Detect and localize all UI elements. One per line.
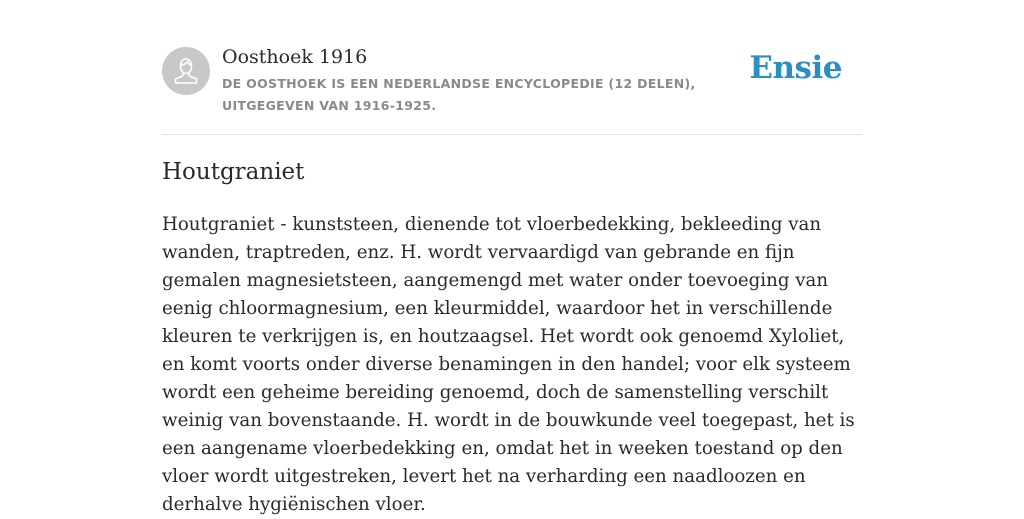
- source-title[interactable]: Oosthoek 1916: [222, 46, 368, 68]
- article-body: Houtgraniet - kunststeen, dienende tot vloerbedekking, bekleeding van wanden, traptreden, enz. H. wordt vervaardigd van gebrande en fijn gemalen magnesietsteen, aangemengd met water onder toevoeging van eenig chloormagnesium, een kleurmiddel, waardoor het in verschillende kleuren te verkrijgen is, en houtzaagsel. Het wordt ook genoemd Xyloliet, en komt voorts onder diverse benamingen in den handel; voor elk systeem wordt een geheime bereiding genoemd, doch de samenstelling verschilt weinig van bovenstaande. H. wordt in de bouwkunde veel toegepast, het is een aangename vloerbedekking en, omdat het in weeken toestand op den vloer wordt uitgestreken, levert het na verharding een naadloozen en derhalve hygiënischen vloer.: [162, 214, 855, 515]
- user-icon: [162, 47, 210, 95]
- ensie-logo[interactable]: Ensie: [749, 50, 842, 86]
- article-title: Houtgraniet: [162, 159, 305, 185]
- source-header: [162, 0, 862, 135]
- source-description: DE OOSTHOEK IS EEN NEDERLANDSE ENCYCLOPEDIE (12 DELEN), UITGEGEVEN VAN 1916-1925.: [222, 76, 696, 113]
- avatar[interactable]: [162, 47, 210, 95]
- page-container: [162, 0, 862, 515]
